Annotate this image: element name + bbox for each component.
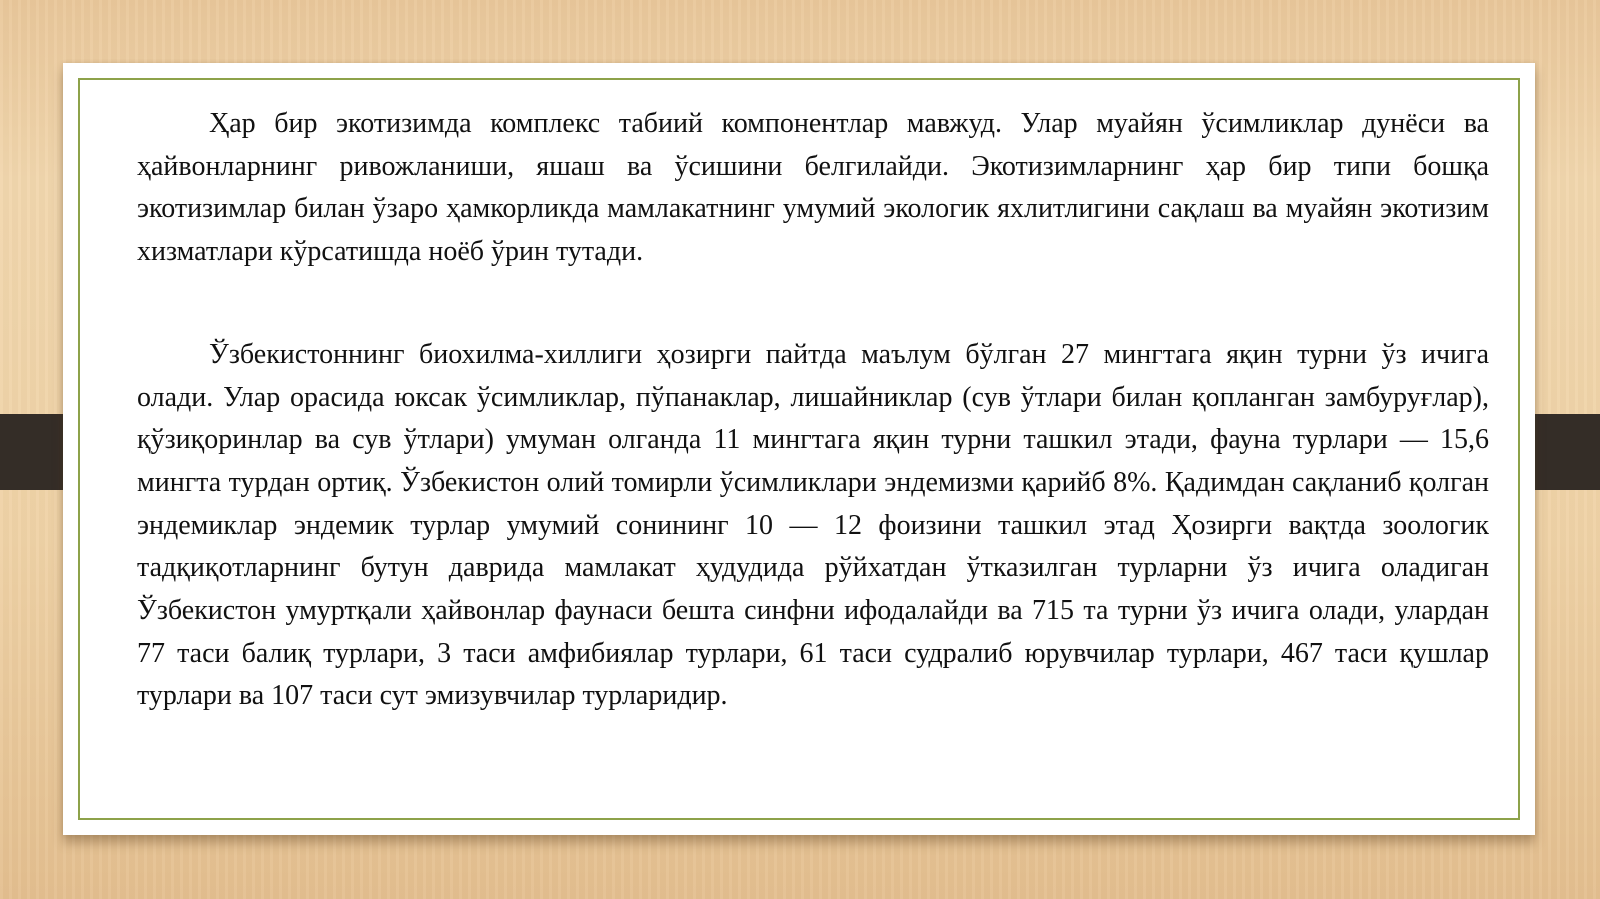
paragraph-biodiversity: Ўзбекистоннинг биохилма-хиллиги ҳозирги пайтда маълум бўлган 27 мингтага яқин турни ўз ичига олади. Улар орасида юксак ўсимликлар, пўпанаклар, лишайниклар (сув ўтлари билан қопланган замбуруғлар), қўзиқоринлар ва сув ўтлари) умуман олганда 11 мингтага яқин турни ташкил этади, фауна турлари — 15,6 мингта турдан ортиқ. Ўзбекистон олий томирли ўсимликлари эндемизми қарийб 8%. Қадимдан сақланиб қолган эндемиклар эндемик турлар умумий сонининг 10 — 12 фоизини ташкил этад Ҳозирги вақтда зоологик тадқиқотларнинг бутун даврида мамлакат ҳудудида рўйхатдан ўтказилган турларни ўз ичига оладиган Ўзбекистон умуртқали ҳайвонлар фаунаси бешта синфни ифодалайди ва 715 та турни ўз ичига олади, улардан 77 таси балиқ турлари, 3 таси амфибиялар турлари, 61 таси судралиб юрувчилар турлари, 467 таси қушлар турлари ва 107 таси сут эмизувчилар турларидир.	[137, 338, 1489, 712]
slide-card	[63, 63, 1535, 835]
slide-text-body	[137, 103, 1489, 718]
paragraph-ecosystems: Ҳар бир экотизимда комплекс табиий компонентлар мавжуд. Улар муайян ўсимликлар дунёси ва ҳайвонларнинг ривожланиши, яшаш ва ўсишини белгилайди. Экотизимларнинг ҳар бир типи бошқа экотизимлар билан ўзаро ҳамкорликда мамлакатнинг умумий экологик яхлитлигини сақлаш ва муайян экотизим хизматлари кўрсатишда ноёб ўрин тутади.	[137, 108, 1489, 268]
